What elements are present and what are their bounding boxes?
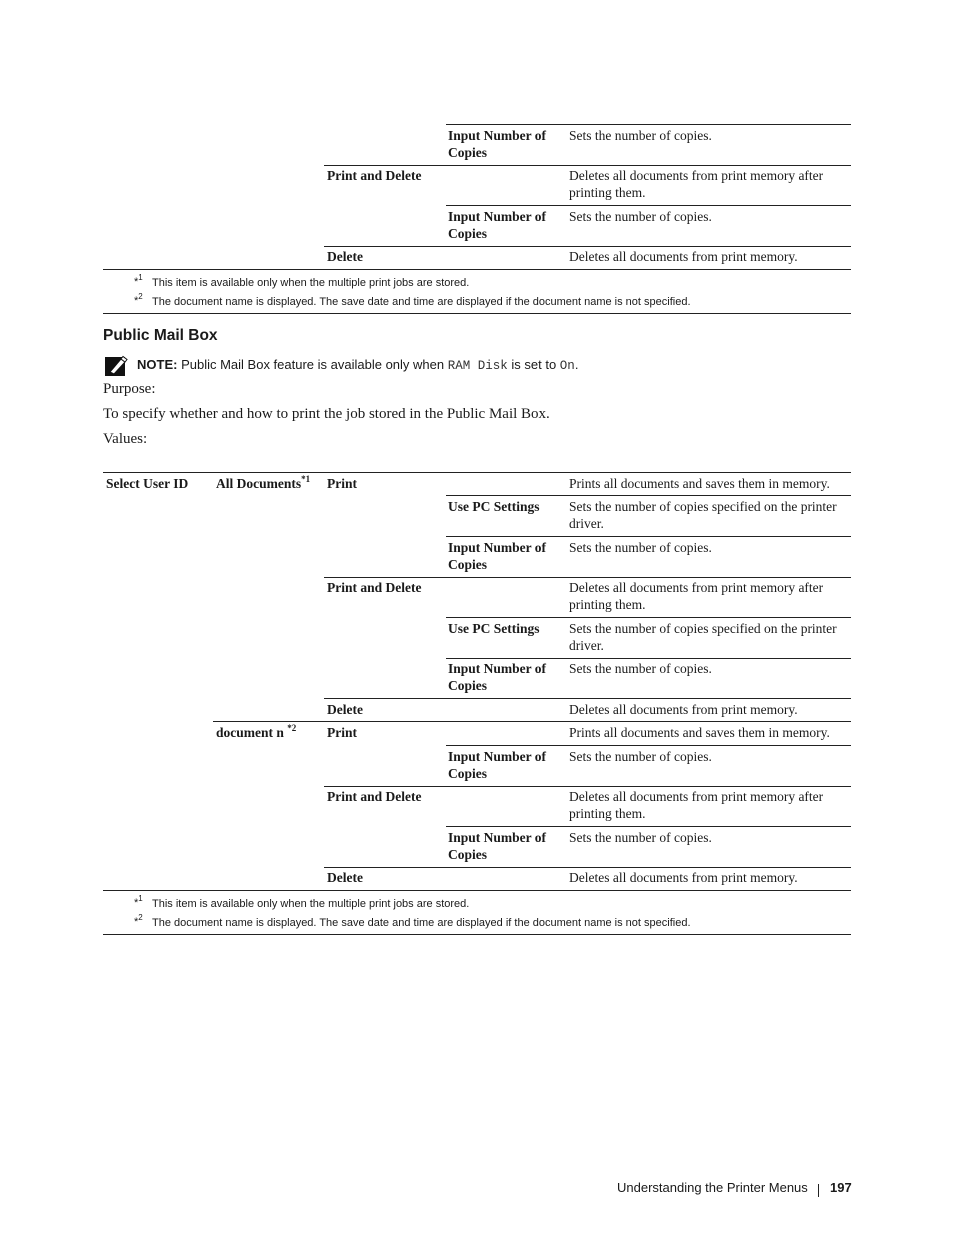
- footer-divider: [818, 1184, 819, 1197]
- table-cell-option: Use PC Settings: [448, 499, 540, 514]
- table-cell-action: Delete: [327, 702, 363, 717]
- table-cell-action: Print: [327, 476, 357, 491]
- table-cell-description: Deletes all documents from print memory after printing them.: [569, 789, 824, 821]
- table-rule: [103, 472, 851, 473]
- table-cell-action: Print: [327, 725, 357, 740]
- table-cell-description: Sets the number of copies.: [569, 749, 712, 764]
- table-rule: [446, 495, 851, 496]
- code-on: On: [559, 359, 575, 373]
- table-rule: [324, 698, 851, 699]
- table-cell-action: Print and Delete: [327, 789, 422, 804]
- table-cell-option: Input Number of Copies: [448, 749, 547, 781]
- table-cell-description: Sets the number of copies.: [569, 540, 712, 555]
- table-cell-action: Print and Delete: [327, 168, 422, 183]
- table-cell-description: Deletes all documents from print memory.: [569, 702, 798, 717]
- table-rule: [446, 745, 851, 746]
- footnote-text: The document name is displayed. The save date and time are displayed if the document name is not specified.: [152, 917, 691, 929]
- table-cell-target: document n $^{*2}$: [216, 723, 297, 740]
- table-rule: [324, 577, 851, 578]
- table-cell-description: Prints all documents and saves them in memory.: [569, 725, 830, 740]
- table-rule: [446, 658, 851, 659]
- footer-chapter: Understanding the Printer Menus: [617, 1180, 808, 1195]
- table-cell-action: Print and Delete: [327, 580, 422, 595]
- table-cell-target: All Documents$^{*1}$: [216, 474, 311, 491]
- table-cell-description: Deletes all documents from print memory.: [569, 870, 798, 885]
- table-rule: [446, 124, 851, 125]
- table-rule: [324, 786, 851, 787]
- values-label: Values:: [103, 431, 148, 447]
- pencil-note-icon: [104, 355, 128, 377]
- page-number: 197: [830, 1180, 852, 1195]
- table-rule: [103, 934, 851, 935]
- table-rule: [446, 205, 851, 206]
- table-cell-option: Input Number of Copies: [448, 661, 547, 693]
- table-cell-description: Sets the number of copies specified on the printer driver.: [569, 499, 837, 531]
- table-cell-description: Sets the number of copies.: [569, 661, 712, 676]
- footnote-marker: *$^1$: [134, 273, 143, 288]
- footnote-marker: *$^1$: [134, 894, 143, 909]
- table-cell-option: Use PC Settings: [448, 621, 540, 636]
- table-cell-description: Sets the number of copies.: [569, 128, 712, 143]
- table-cell-description: Sets the number of copies.: [569, 209, 712, 224]
- footnote-text: This item is available only when the multiple print jobs are stored.: [152, 898, 470, 910]
- table-cell-option: Input Number of Copies: [448, 128, 547, 160]
- purpose-text: To specify whether and how to print the job stored in the Public Mail Box.: [103, 406, 550, 422]
- section-heading: Public Mail Box: [103, 327, 218, 344]
- table-rule: [103, 890, 851, 891]
- table-rule: [103, 269, 851, 270]
- footnote-marker: *$^2$: [134, 292, 143, 307]
- table-cell-description: Prints all documents and saves them in memory.: [569, 476, 830, 491]
- table-cell-description: Deletes all documents from print memory after printing them.: [569, 580, 824, 612]
- table-cell-option: Input Number of Copies: [448, 830, 547, 862]
- note-label: NOTE:: [137, 357, 178, 372]
- table-rule: [213, 721, 851, 722]
- code-ram-disk: RAM Disk: [447, 359, 508, 373]
- table-rule: [446, 536, 851, 537]
- table-cell-description: Sets the number of copies specified on the printer driver.: [569, 621, 837, 653]
- table-cell-description: Sets the number of copies.: [569, 830, 712, 845]
- purpose-label: Purpose:: [103, 381, 156, 397]
- table-cell-description: Deletes all documents from print memory after printing them.: [569, 168, 824, 200]
- table-cell-description: Deletes all documents from print memory.: [569, 249, 798, 264]
- table-rule: [103, 313, 851, 314]
- table-rule: [324, 246, 851, 247]
- table-cell-option: Input Number of Copies: [448, 209, 547, 241]
- table-cell-option: Input Number of Copies: [448, 540, 547, 572]
- table-cell-action: Delete: [327, 249, 363, 264]
- table-rule: [446, 826, 851, 827]
- table-rule: [324, 165, 851, 166]
- table-cell-setting: Select User ID: [106, 476, 189, 491]
- footnote-text: This item is available only when the multiple print jobs are stored.: [152, 277, 470, 289]
- note-text: NOTE: Public Mail Box feature is available only when RAM Disk is set to On.: [137, 357, 579, 373]
- footnote-marker: *$^2$: [134, 913, 143, 928]
- table-rule: [446, 617, 851, 618]
- footnote-text: The document name is displayed. The save date and time are displayed if the document name is not specified.: [152, 296, 691, 308]
- table-rule: [324, 867, 851, 868]
- table-cell-action: Delete: [327, 870, 363, 885]
